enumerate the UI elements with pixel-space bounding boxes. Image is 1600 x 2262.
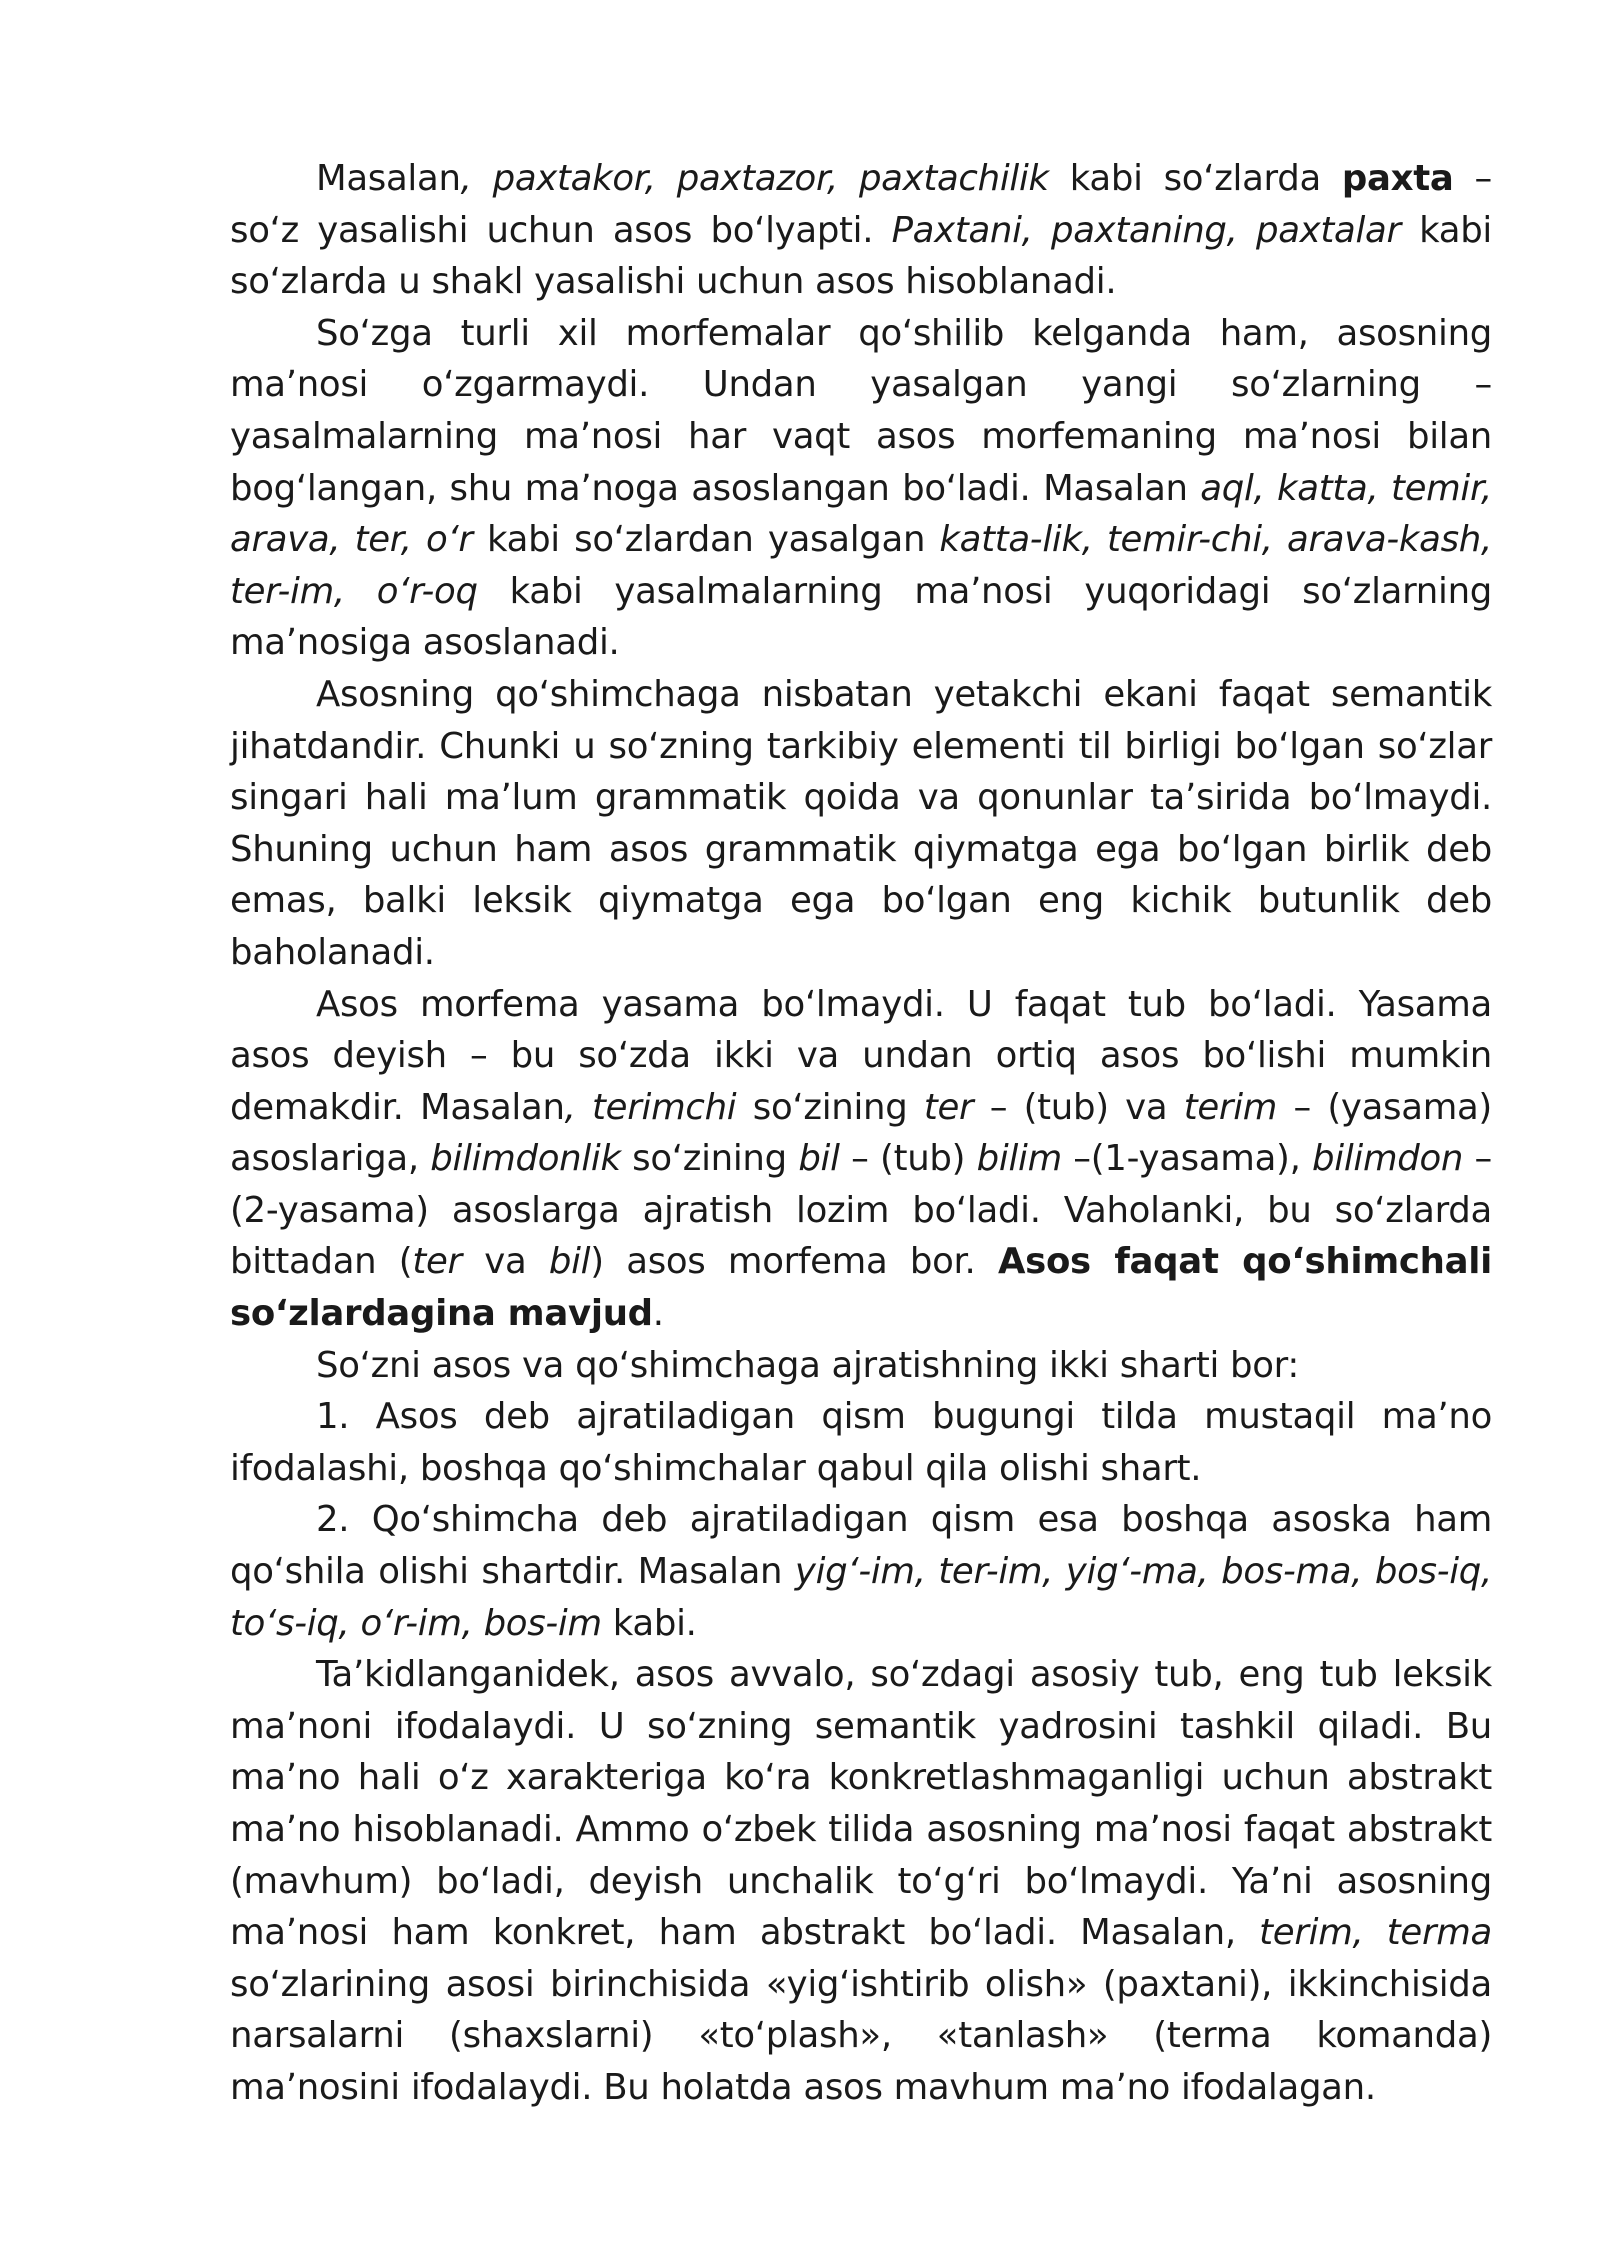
text-run: va bbox=[461, 1241, 549, 1283]
italic-text: bil bbox=[798, 1138, 840, 1180]
paragraph bbox=[230, 979, 1492, 1340]
paragraph bbox=[230, 1391, 1492, 1494]
document-page bbox=[230, 153, 1492, 2114]
italic-text: bilimdon bbox=[1312, 1138, 1464, 1180]
text-run: So‘zga turli xil morfemalar qo‘shilib kelganda ham, asosning ma’nosi o‘zgarmaydi. Undan yasalgan yangi so‘zlarning – yasalmalarning ma’nosi har vaqt asos morfemaning ma’nosi bilan bog‘langan, shu ma’noga asoslangan bo‘ladi. Masalan bbox=[230, 312, 1492, 509]
paragraph bbox=[230, 1340, 1492, 1392]
bold-text: paxta bbox=[1341, 158, 1454, 199]
text-run: 2. Qo‘shimcha deb ajratiladigan qism esa boshqa asoska ham qo‘shila olishi shartdir. Masalan bbox=[230, 1499, 1492, 1593]
text-run: kabi. bbox=[601, 1602, 697, 1644]
paragraph bbox=[230, 308, 1492, 669]
text-run: – (2-yasama) asoslarga ajratish lozim bo‘ladi. Vaholanki, bu so‘zlarda bittadan ( bbox=[230, 1138, 1492, 1283]
italic-text: aql, katta, temir, arava, ter, o‘r bbox=[230, 467, 1492, 561]
italic-text: ter bbox=[412, 1241, 462, 1283]
text-run: so‘zining bbox=[736, 1086, 924, 1128]
text-run: kabi yasalmalarning ma’nosi yuqoridagi so‘zlarning ma’nosiga asoslanadi. bbox=[230, 570, 1493, 664]
paragraph bbox=[230, 1494, 1492, 1649]
italic-text: bilim bbox=[976, 1138, 1062, 1180]
paragraph bbox=[230, 669, 1492, 979]
text-run: kabi so‘zlardan yasalgan bbox=[472, 519, 940, 561]
text-run: – (yasama) asoslariga, bbox=[230, 1086, 1492, 1180]
text-run: ) asos morfema bor. bbox=[590, 1241, 998, 1283]
italic-text: bilimdonlik bbox=[430, 1138, 621, 1180]
text-run: Masalan bbox=[316, 158, 461, 199]
text-run: so‘zining bbox=[620, 1138, 799, 1180]
text-run: – (tub) bbox=[839, 1138, 977, 1180]
text-run: . bbox=[652, 1293, 664, 1335]
paragraph bbox=[230, 153, 1492, 308]
text-run: 1. Asos deb ajratiladigan qism bugungi tilda mustaqil ma’no ifodalashi, boshqa qo‘shimchalar qabul qila olishi shart. bbox=[230, 1396, 1492, 1489]
italic-text: terim bbox=[1183, 1086, 1278, 1128]
bold-text: Asos faqat qo‘shimchali so‘zlardagina mavjud bbox=[230, 1241, 1492, 1335]
text-run: so‘zlarining asosi birinchisida «yig‘ishtirib olish» (paxtani), ikkinchisida narsalarni (shaxslarni) «to‘plash», «tanlash» (terma komanda) ma’nosini ifodalaydi. Bu holatda asos mavhum ma’no ifodalagan. bbox=[230, 1963, 1492, 2108]
text-run: kabi so‘zlarda bbox=[1048, 158, 1342, 199]
italic-text: , terimchi bbox=[564, 1086, 737, 1128]
text-run: Asosning qo‘shimchaga nisbatan yetakchi ekani faqat semantik jihatdandir. Chunki u so‘zning tarkibiy elementi til birligi bo‘lgan so‘zlar singari hali ma’lum grammatik qoida va qonunlar ta’sirida bo‘lmaydi. Shuning uchun ham asos grammatik qiymatga ega bo‘lgan birlik deb emas, balki leksik qiymatga ega bo‘lgan eng kichik butunlik deb baholanadi. bbox=[230, 673, 1492, 973]
text-run: kabi so‘zlarda u shakl yasalishi uchun asos hisoblanadi. bbox=[230, 209, 1492, 303]
text-run: – so‘z yasalishi uchun asos bo‘lyapti. bbox=[230, 158, 1493, 251]
text-run: Ta’kidlanganidek, asos avvalo, so‘zdagi asosiy tub, eng tub leksik ma’noni ifodalaydi. U so‘zning semantik yadrosini tashkil qiladi. Bu ma’no hali o‘z xarakteriga ko‘ra konkretlashmaganligi uchun abstrakt ma’no hisoblanadi. Ammo o‘zbek tilida asosning ma’nosi faqat abstrakt (mavhum) bo‘ladi, deyish unchalik to‘g‘ri bo‘lmaydi. Ya’ni asosning ma’nosi ham konkret, ham abstrakt bo‘ladi. Masalan, bbox=[230, 1654, 1492, 1954]
text-run: So‘zni asos va qo‘shimchaga ajratishning ikki sharti bor: bbox=[316, 1344, 1299, 1386]
text-run: –(1-yasama), bbox=[1061, 1138, 1313, 1180]
italic-text: Paxtani, paxtaning, paxtalar bbox=[891, 209, 1401, 251]
italic-text: yig‘-im, ter-im, yig‘-ma, bos-ma, bos-iq, to‘s-iq, o‘r-im, bos-im bbox=[230, 1551, 1492, 1644]
italic-text: , paxtakor, paxtazor, paxtachilik bbox=[460, 158, 1049, 199]
paragraph bbox=[230, 1649, 1492, 2113]
italic-text: katta-lik, temir-chi, arava-kash, ter-im, o‘r-oq bbox=[230, 519, 1492, 612]
italic-text: ter bbox=[923, 1086, 974, 1128]
italic-text: bil bbox=[548, 1241, 591, 1283]
italic-text: terim, terma bbox=[1259, 1912, 1492, 1954]
text-run: – (tub) va bbox=[973, 1086, 1184, 1128]
text-run: Asos morfema yasama bo‘lmaydi. U faqat tub bo‘ladi. Yasama asos deyish – bu so‘zda ikki va undan ortiq asos bo‘lishi mumkin demakdir. Masalan bbox=[230, 983, 1492, 1128]
